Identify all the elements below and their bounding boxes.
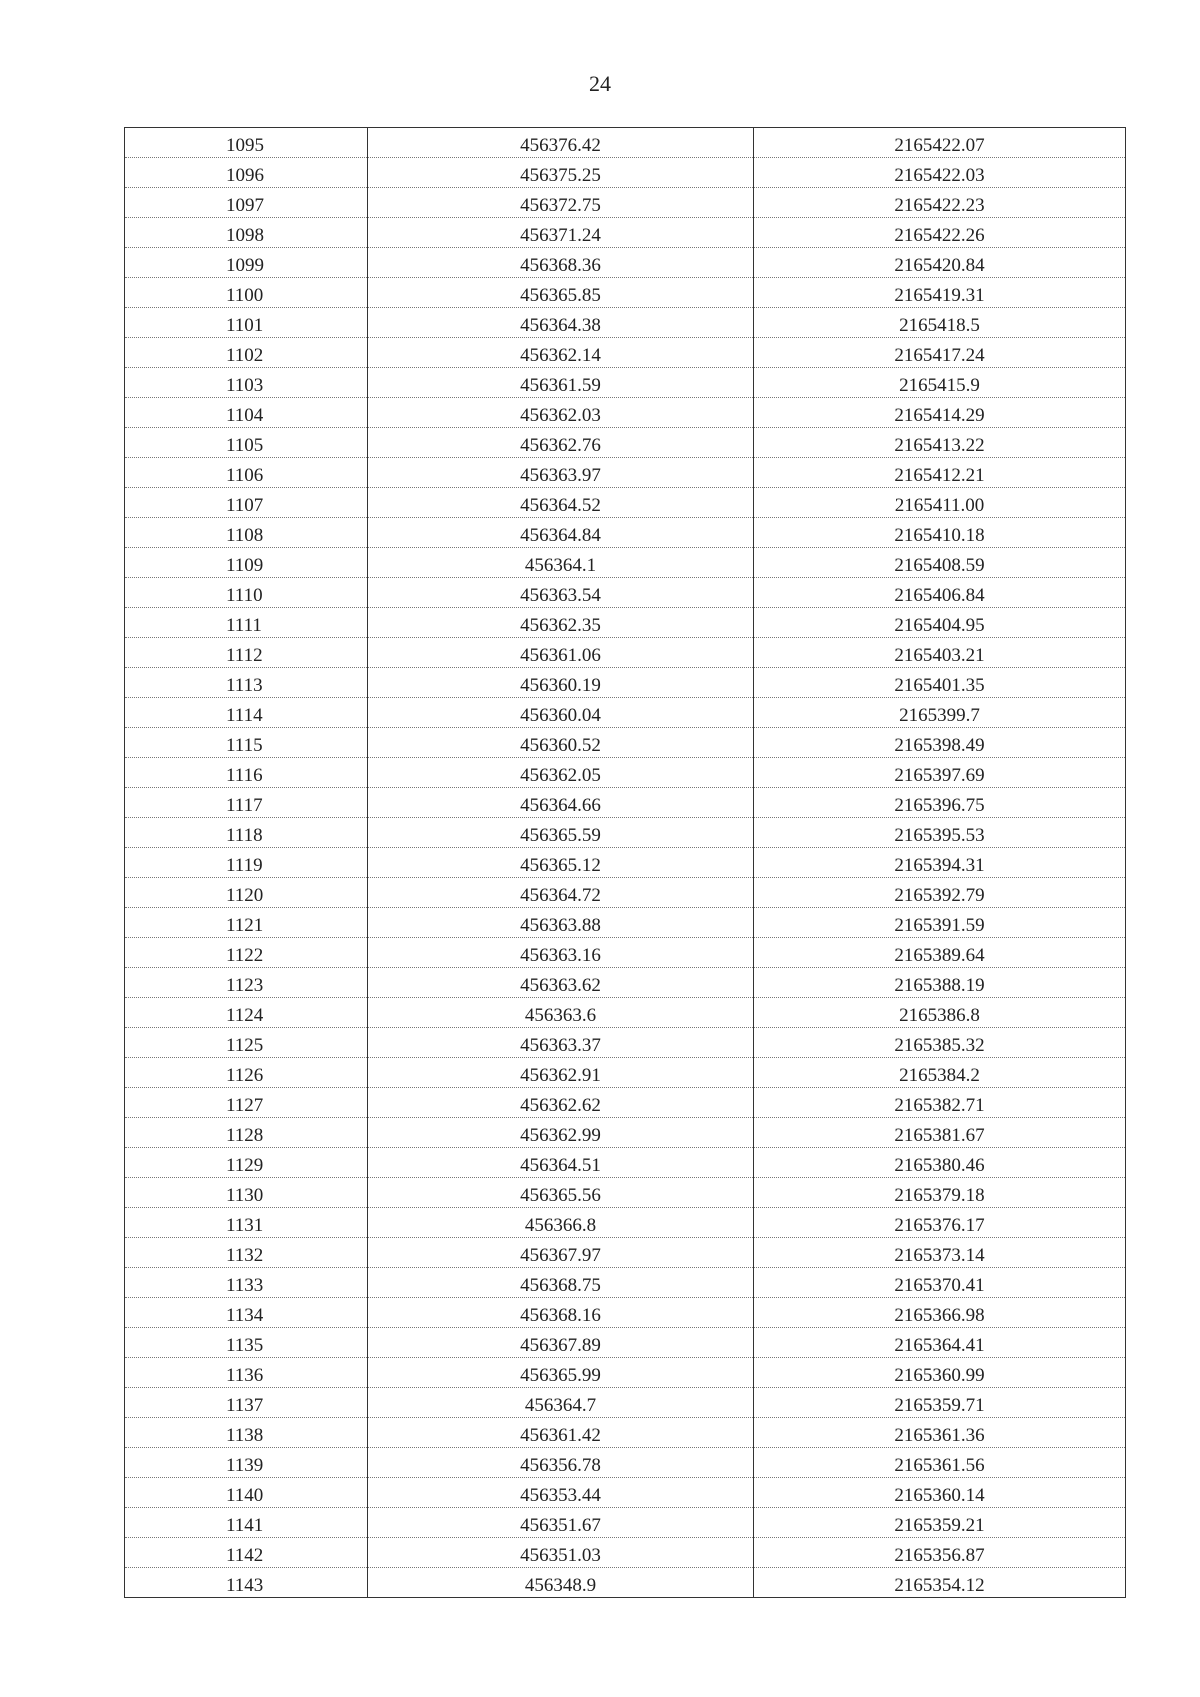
- table-row: [125, 338, 1126, 368]
- point-id-cell: 1143: [125, 1568, 368, 1598]
- table-row: [125, 848, 1126, 878]
- y-coordinate-cell: 2165360.99: [754, 1358, 1126, 1388]
- y-coordinate-cell: 2165422.07: [754, 128, 1126, 158]
- y-coordinate-cell: 2165410.18: [754, 518, 1126, 548]
- point-id-cell: 1129: [125, 1148, 368, 1178]
- y-coordinate-cell: 2165401.35: [754, 668, 1126, 698]
- table-row: [125, 1088, 1126, 1118]
- y-coordinate-cell: 2165422.03: [754, 158, 1126, 188]
- table-row: [125, 638, 1126, 668]
- point-id-cell: 1096: [125, 158, 368, 188]
- y-coordinate-cell: 2165420.84: [754, 248, 1126, 278]
- x-coordinate-cell: 456372.75: [368, 188, 754, 218]
- x-coordinate-cell: 456364.84: [368, 518, 754, 548]
- x-coordinate-cell: 456364.7: [368, 1388, 754, 1418]
- point-id-cell: 1102: [125, 338, 368, 368]
- x-coordinate-cell: 456364.72: [368, 878, 754, 908]
- x-coordinate-cell: 456364.1: [368, 548, 754, 578]
- y-coordinate-cell: 2165422.23: [754, 188, 1126, 218]
- point-id-cell: 1112: [125, 638, 368, 668]
- table-row: [125, 1328, 1126, 1358]
- table-row: [125, 1418, 1126, 1448]
- table-row: [125, 248, 1126, 278]
- x-coordinate-cell: 456360.04: [368, 698, 754, 728]
- x-coordinate-cell: 456368.16: [368, 1298, 754, 1328]
- table-row: [125, 218, 1126, 248]
- point-id-cell: 1126: [125, 1058, 368, 1088]
- y-coordinate-cell: 2165404.95: [754, 608, 1126, 638]
- table-row: [125, 188, 1126, 218]
- table-row: [125, 278, 1126, 308]
- point-id-cell: 1097: [125, 188, 368, 218]
- x-coordinate-cell: 456362.14: [368, 338, 754, 368]
- y-coordinate-cell: 2165395.53: [754, 818, 1126, 848]
- y-coordinate-cell: 2165408.59: [754, 548, 1126, 578]
- table-row: [125, 128, 1126, 158]
- y-coordinate-cell: 2165366.98: [754, 1298, 1126, 1328]
- table-row: [125, 1568, 1126, 1598]
- table-row: [125, 1118, 1126, 1148]
- y-coordinate-cell: 2165413.22: [754, 428, 1126, 458]
- x-coordinate-cell: 456362.03: [368, 398, 754, 428]
- point-id-cell: 1111: [125, 608, 368, 638]
- point-id-cell: 1117: [125, 788, 368, 818]
- y-coordinate-cell: 2165373.14: [754, 1238, 1126, 1268]
- y-coordinate-cell: 2165414.29: [754, 398, 1126, 428]
- point-id-cell: 1098: [125, 218, 368, 248]
- y-coordinate-cell: 2165389.64: [754, 938, 1126, 968]
- y-coordinate-cell: 2165364.41: [754, 1328, 1126, 1358]
- point-id-cell: 1118: [125, 818, 368, 848]
- x-coordinate-cell: 456376.42: [368, 128, 754, 158]
- table-row: [125, 908, 1126, 938]
- table-row: [125, 608, 1126, 638]
- x-coordinate-cell: 456367.89: [368, 1328, 754, 1358]
- point-id-cell: 1139: [125, 1448, 368, 1478]
- x-coordinate-cell: 456368.36: [368, 248, 754, 278]
- table-row: [125, 728, 1126, 758]
- x-coordinate-cell: 456351.03: [368, 1538, 754, 1568]
- y-coordinate-cell: 2165361.36: [754, 1418, 1126, 1448]
- y-coordinate-cell: 2165360.14: [754, 1478, 1126, 1508]
- table-row: [125, 488, 1126, 518]
- point-id-cell: 1131: [125, 1208, 368, 1238]
- point-id-cell: 1119: [125, 848, 368, 878]
- point-id-cell: 1130: [125, 1178, 368, 1208]
- x-coordinate-cell: 456353.44: [368, 1478, 754, 1508]
- table-row: [125, 1538, 1126, 1568]
- table-row: [125, 668, 1126, 698]
- table-row: [125, 158, 1126, 188]
- table-row: [125, 368, 1126, 398]
- x-coordinate-cell: 456360.52: [368, 728, 754, 758]
- y-coordinate-cell: 2165361.56: [754, 1448, 1126, 1478]
- y-coordinate-cell: 2165359.71: [754, 1388, 1126, 1418]
- point-id-cell: 1140: [125, 1478, 368, 1508]
- point-id-cell: 1108: [125, 518, 368, 548]
- table-row: [125, 1478, 1126, 1508]
- table-row: [125, 788, 1126, 818]
- table-row: [125, 1388, 1126, 1418]
- point-id-cell: 1109: [125, 548, 368, 578]
- table-row: [125, 968, 1126, 998]
- y-coordinate-cell: 2165397.69: [754, 758, 1126, 788]
- table-row: [125, 548, 1126, 578]
- y-coordinate-cell: 2165396.75: [754, 788, 1126, 818]
- table-row: [125, 1448, 1126, 1478]
- point-id-cell: 1113: [125, 668, 368, 698]
- x-coordinate-cell: 456364.52: [368, 488, 754, 518]
- x-coordinate-cell: 456360.19: [368, 668, 754, 698]
- point-id-cell: 1116: [125, 758, 368, 788]
- x-coordinate-cell: 456361.59: [368, 368, 754, 398]
- point-id-cell: 1107: [125, 488, 368, 518]
- table-row: [125, 998, 1126, 1028]
- table-row: [125, 758, 1126, 788]
- y-coordinate-cell: 2165385.32: [754, 1028, 1126, 1058]
- point-id-cell: 1134: [125, 1298, 368, 1328]
- point-id-cell: 1100: [125, 278, 368, 308]
- y-coordinate-cell: 2165380.46: [754, 1148, 1126, 1178]
- x-coordinate-cell: 456363.37: [368, 1028, 754, 1058]
- table-row: [125, 518, 1126, 548]
- table-row: [125, 398, 1126, 428]
- point-id-cell: 1138: [125, 1418, 368, 1448]
- table-row: [125, 1148, 1126, 1178]
- point-id-cell: 1142: [125, 1538, 368, 1568]
- x-coordinate-cell: 456365.59: [368, 818, 754, 848]
- table-row: [125, 1028, 1126, 1058]
- table-row: [125, 1178, 1126, 1208]
- table-row: [125, 818, 1126, 848]
- x-coordinate-cell: 456363.88: [368, 908, 754, 938]
- x-coordinate-cell: 456375.25: [368, 158, 754, 188]
- table-row: [125, 428, 1126, 458]
- x-coordinate-cell: 456351.67: [368, 1508, 754, 1538]
- page-number: 24: [589, 71, 611, 96]
- x-coordinate-cell: 456363.16: [368, 938, 754, 968]
- y-coordinate-cell: 2165403.21: [754, 638, 1126, 668]
- point-id-cell: 1104: [125, 398, 368, 428]
- point-id-cell: 1110: [125, 578, 368, 608]
- y-coordinate-cell: 2165356.87: [754, 1538, 1126, 1568]
- point-id-cell: 1125: [125, 1028, 368, 1058]
- table-row: [125, 878, 1126, 908]
- table-row: [125, 1208, 1126, 1238]
- x-coordinate-cell: 456365.99: [368, 1358, 754, 1388]
- y-coordinate-cell: 2165388.19: [754, 968, 1126, 998]
- table-row: [125, 308, 1126, 338]
- y-coordinate-cell: 2165386.8: [754, 998, 1126, 1028]
- point-id-cell: 1123: [125, 968, 368, 998]
- point-id-cell: 1105: [125, 428, 368, 458]
- y-coordinate-cell: 2165381.67: [754, 1118, 1126, 1148]
- point-id-cell: 1121: [125, 908, 368, 938]
- x-coordinate-cell: 456365.12: [368, 848, 754, 878]
- y-coordinate-cell: 2165382.71: [754, 1088, 1126, 1118]
- x-coordinate-cell: 456363.6: [368, 998, 754, 1028]
- point-id-cell: 1115: [125, 728, 368, 758]
- x-coordinate-cell: 456367.97: [368, 1238, 754, 1268]
- point-id-cell: 1127: [125, 1088, 368, 1118]
- x-coordinate-cell: 456366.8: [368, 1208, 754, 1238]
- point-id-cell: 1132: [125, 1238, 368, 1268]
- point-id-cell: 1101: [125, 308, 368, 338]
- table-row: [125, 1268, 1126, 1298]
- y-coordinate-cell: 2165394.31: [754, 848, 1126, 878]
- x-coordinate-cell: 456361.06: [368, 638, 754, 668]
- x-coordinate-cell: 456371.24: [368, 218, 754, 248]
- x-coordinate-cell: 456362.99: [368, 1118, 754, 1148]
- table-row: [125, 1238, 1126, 1268]
- x-coordinate-cell: 456368.75: [368, 1268, 754, 1298]
- coordinate-table: [124, 127, 1126, 1598]
- y-coordinate-cell: 2165376.17: [754, 1208, 1126, 1238]
- point-id-cell: 1122: [125, 938, 368, 968]
- x-coordinate-cell: 456364.51: [368, 1148, 754, 1178]
- table-row: [125, 578, 1126, 608]
- x-coordinate-cell: 456362.62: [368, 1088, 754, 1118]
- point-id-cell: 1095: [125, 128, 368, 158]
- y-coordinate-cell: 2165422.26: [754, 218, 1126, 248]
- y-coordinate-cell: 2165384.2: [754, 1058, 1126, 1088]
- point-id-cell: 1128: [125, 1118, 368, 1148]
- y-coordinate-cell: 2165406.84: [754, 578, 1126, 608]
- point-id-cell: 1135: [125, 1328, 368, 1358]
- y-coordinate-cell: 2165370.41: [754, 1268, 1126, 1298]
- y-coordinate-cell: 2165419.31: [754, 278, 1126, 308]
- y-coordinate-cell: 2165392.79: [754, 878, 1126, 908]
- x-coordinate-cell: 456362.05: [368, 758, 754, 788]
- table-row: [125, 1058, 1126, 1088]
- table-row: [125, 698, 1126, 728]
- coordinate-table-body: [125, 128, 1126, 1598]
- x-coordinate-cell: 456365.56: [368, 1178, 754, 1208]
- table-row: [125, 1358, 1126, 1388]
- y-coordinate-cell: 2165398.49: [754, 728, 1126, 758]
- y-coordinate-cell: 2165415.9: [754, 368, 1126, 398]
- x-coordinate-cell: 456363.54: [368, 578, 754, 608]
- x-coordinate-cell: 456361.42: [368, 1418, 754, 1448]
- table-row: [125, 1298, 1126, 1328]
- point-id-cell: 1141: [125, 1508, 368, 1538]
- y-coordinate-cell: 2165359.21: [754, 1508, 1126, 1538]
- y-coordinate-cell: 2165411.00: [754, 488, 1126, 518]
- x-coordinate-cell: 456348.9: [368, 1568, 754, 1598]
- x-coordinate-cell: 456362.35: [368, 608, 754, 638]
- table-row: [125, 938, 1126, 968]
- point-id-cell: 1114: [125, 698, 368, 728]
- point-id-cell: 1103: [125, 368, 368, 398]
- table-row: [125, 1508, 1126, 1538]
- x-coordinate-cell: 456364.38: [368, 308, 754, 338]
- x-coordinate-cell: 456362.91: [368, 1058, 754, 1088]
- point-id-cell: 1137: [125, 1388, 368, 1418]
- x-coordinate-cell: 456364.66: [368, 788, 754, 818]
- y-coordinate-cell: 2165354.12: [754, 1568, 1126, 1598]
- x-coordinate-cell: 456363.62: [368, 968, 754, 998]
- y-coordinate-cell: 2165391.59: [754, 908, 1126, 938]
- point-id-cell: 1136: [125, 1358, 368, 1388]
- x-coordinate-cell: 456356.78: [368, 1448, 754, 1478]
- y-coordinate-cell: 2165399.7: [754, 698, 1126, 728]
- y-coordinate-cell: 2165379.18: [754, 1178, 1126, 1208]
- x-coordinate-cell: 456363.97: [368, 458, 754, 488]
- y-coordinate-cell: 2165418.5: [754, 308, 1126, 338]
- x-coordinate-cell: 456365.85: [368, 278, 754, 308]
- table-row: [125, 458, 1126, 488]
- x-coordinate-cell: 456362.76: [368, 428, 754, 458]
- point-id-cell: 1124: [125, 998, 368, 1028]
- point-id-cell: 1106: [125, 458, 368, 488]
- y-coordinate-cell: 2165417.24: [754, 338, 1126, 368]
- point-id-cell: 1133: [125, 1268, 368, 1298]
- point-id-cell: 1120: [125, 878, 368, 908]
- point-id-cell: 1099: [125, 248, 368, 278]
- y-coordinate-cell: 2165412.21: [754, 458, 1126, 488]
